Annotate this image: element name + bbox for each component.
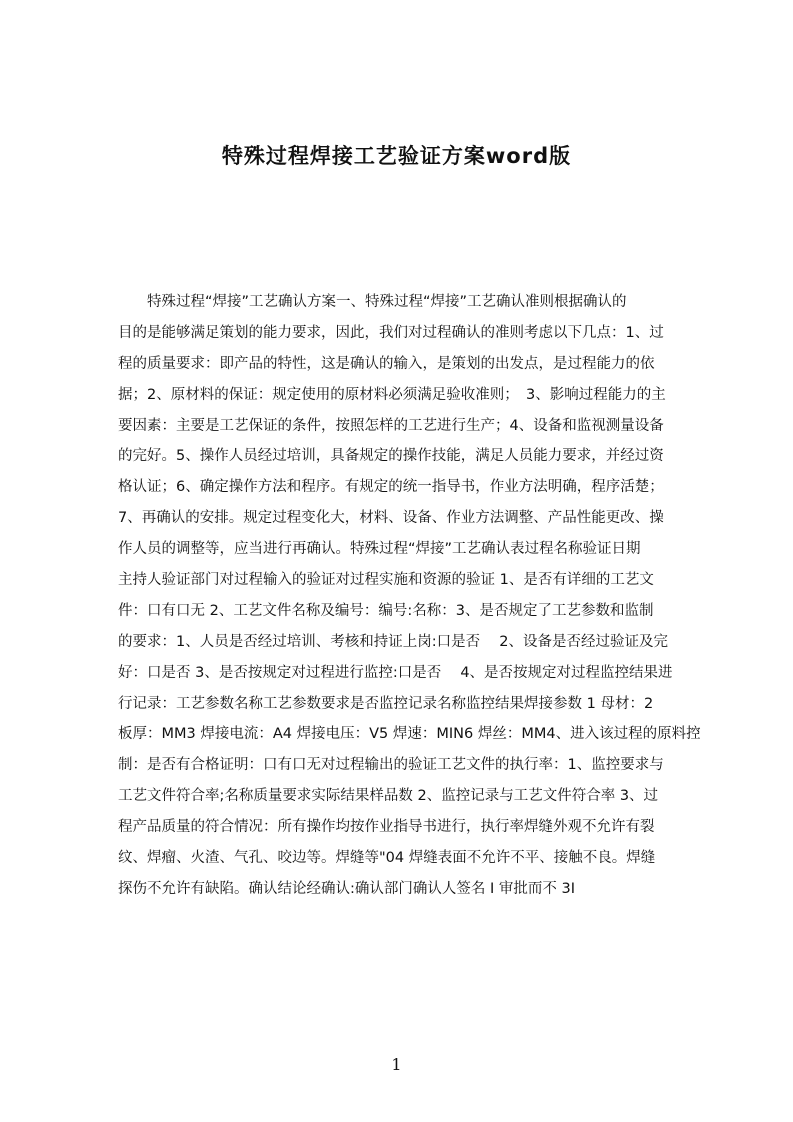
body-line: 纹、焊瘤、火渣、气孔、咬边等。焊缝等"04 焊缝表面不允许不平、接触不良。焊缝 — [118, 850, 656, 867]
body-line: 好：口是否 3、是否按规定对过程进行监控:口是否 4、是否按规定对过程监控结果进 — [118, 664, 673, 681]
body-line: 程的质量要求：即产品的特性，这是确认的输入，是策划的出发点，是过程能力的依 — [118, 355, 655, 372]
document-body — [118, 287, 701, 897]
body-line: 程产品质量的符合情况：所有操作均按作业指导书进行，执行率焊缝外观不允许有裂 — [118, 819, 655, 836]
body-line: 主持人验证部门对过程输入的验证对过程实施和资源的验证 1、是否有详细的工艺文 — [118, 572, 654, 589]
body-line: 要因素：主要是工艺保证的条件，按照怎样的工艺进行生产；4、设备和监视测量设备 — [118, 417, 664, 434]
body-line: 探伤不允许有缺陷。确认结论经确认:确认部门确认人签名 I 审批而不 3I — [118, 880, 575, 897]
body-line: 特殊过程“焊接”工艺确认方案一、特殊过程“焊接”工艺确认准则根据确认的 — [147, 294, 627, 310]
body-line: 行记录：工艺参数名称工艺参数要求是否监控记录名称监控结果焊接参数 1 母材：2 — [118, 695, 654, 712]
body-line: 据；2、原材料的保证：规定使用的原材料必须满足验收准则； 3、影响过程能力的主 — [118, 386, 666, 403]
body-line: 的要求：1、人员是否经过培训、考核和持证上岗:口是否 2、设备是否经过验证及完 — [118, 633, 668, 650]
body-line: 7、再确认的安排。规定过程变化大，材料、设备、作业方法调整、产品性能更改、操 — [118, 510, 664, 527]
document-title: 特殊过程焊接工艺验证方案word版 — [221, 144, 572, 168]
body-line: 件：口有口无 2、工艺文件名称及编号：编号:名称：3、是否规定了工艺参数和监制 — [118, 602, 654, 619]
body-line: 制：是否有合格证明：口有口无对过程输出的验证工艺文件的执行率：1、监控要求与 — [118, 757, 664, 774]
page-number: 1 — [391, 1055, 402, 1074]
body-line: 目的是能够满足策划的能力要求，因此，我们对过程确认的准则考虑以下几点：1、过 — [118, 324, 664, 341]
body-line: 作人员的调整等，应当进行再确认。特殊过程“焊接”工艺确认表过程名称验证日期 — [118, 541, 641, 558]
body-line: 的完好。5、操作人员经过培训，具备规定的操作技能，满足人员能力要求，并经过资 — [118, 448, 664, 465]
body-line: 格认证；6、确定操作方法和程序。有规定的统一指导书，作业方法明确，程序活楚； — [118, 479, 664, 496]
body-line: 工艺文件符合率;名称质量要求实际结果样品数 2、监控记录与工艺文件符合率 3、过 — [118, 788, 659, 805]
body-line: 板厚：MM3 焊接电流：A4 焊接电压：V5 焊速：MIN6 焊丝：MM4、进入该过程的原料控 — [118, 726, 701, 743]
